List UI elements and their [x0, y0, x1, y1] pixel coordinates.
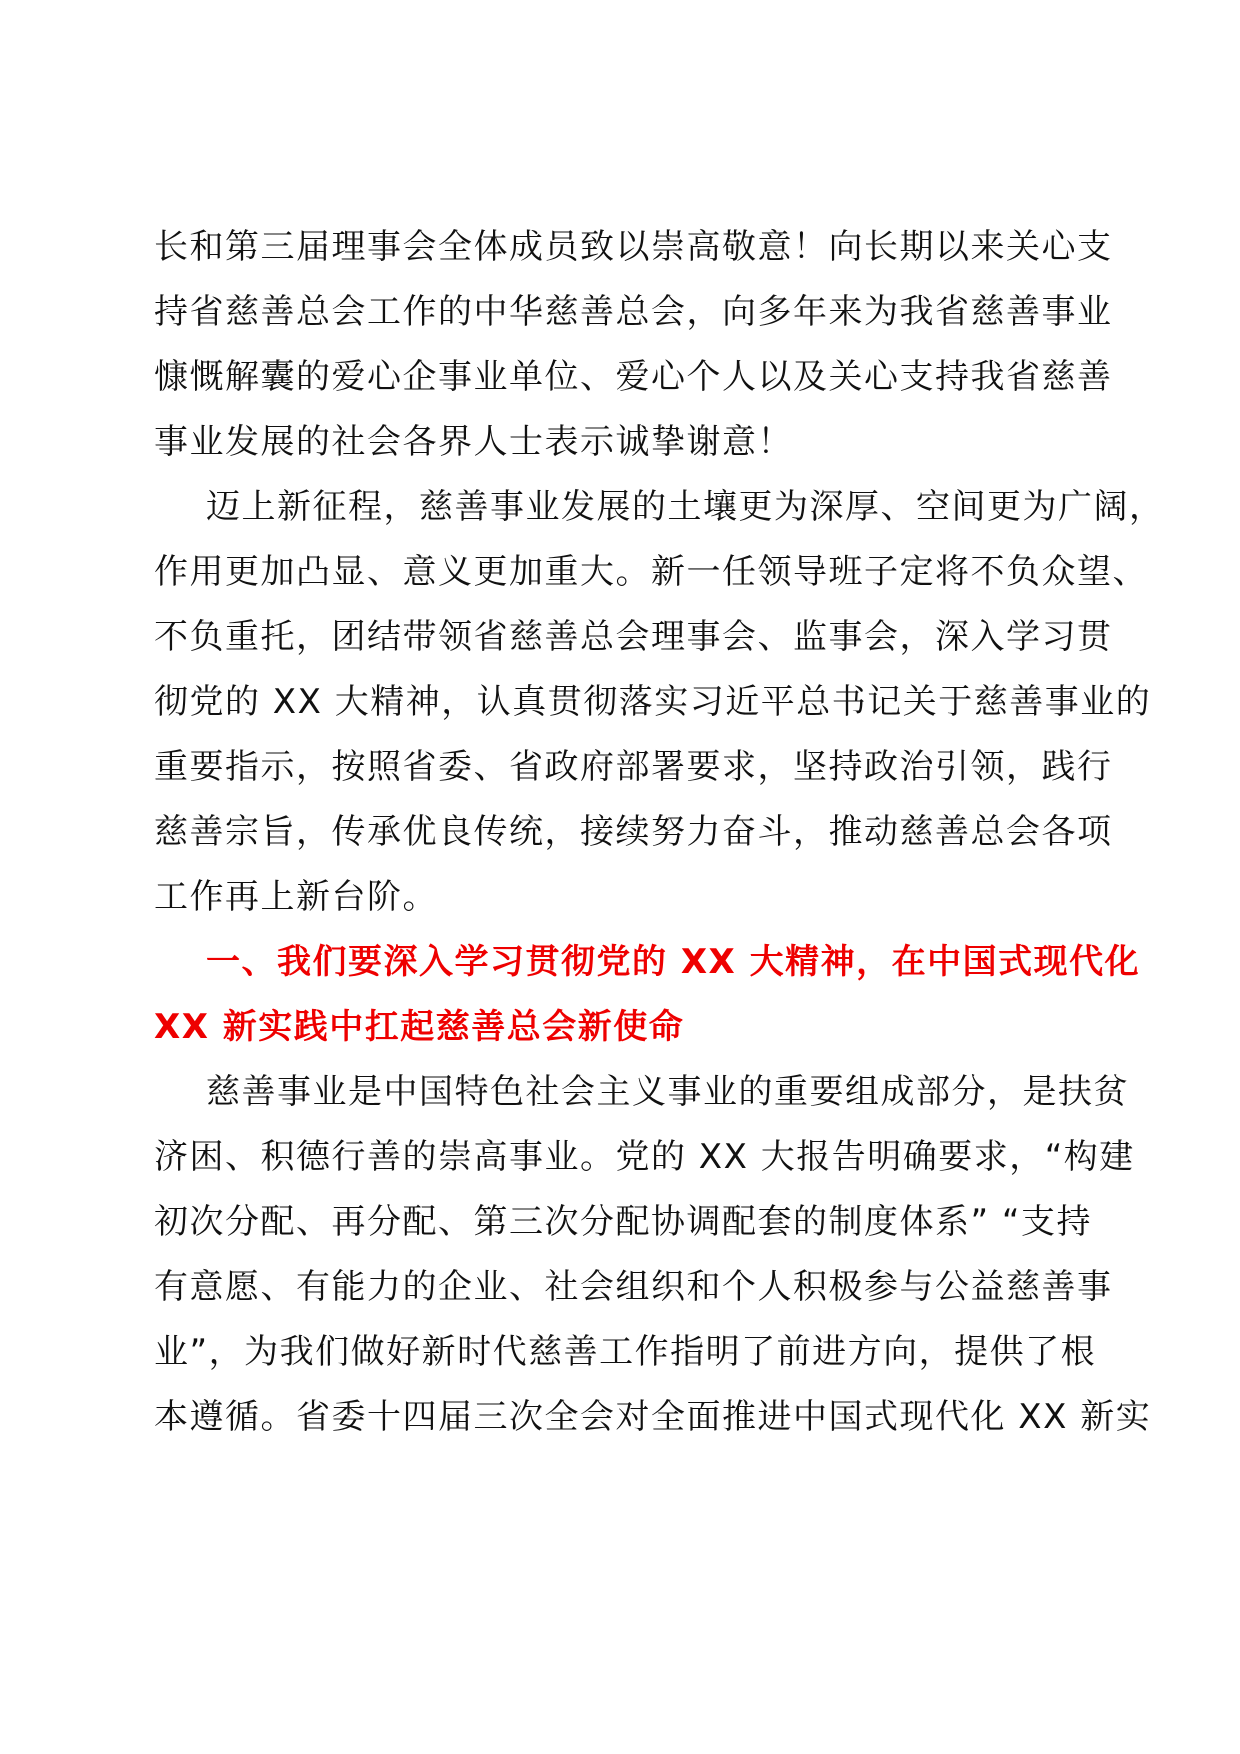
- paragraph-line: 慷慨解囊的爱心企事业单位、爱心个人以及关心支持我省慈善: [154, 357, 1113, 397]
- paragraph-line: 济困、积德行善的崇高事业。党的 XX 大报告明确要求，“构建: [154, 1137, 1135, 1177]
- section-heading-line: XX 新实践中扛起慈善总会新使命: [154, 1007, 685, 1047]
- paragraph-line: 持省慈善总会工作的中华慈善总会，向多年来为我省慈善事业: [154, 292, 1113, 332]
- paragraph-line: 慈善宗旨，传承优良传统，接续努力奋斗，推动慈善总会各项: [154, 812, 1113, 852]
- paragraph-line: 有意愿、有能力的企业、社会组织和个人积极参与公益慈善事: [154, 1267, 1113, 1307]
- paragraph-line: 长和第三届理事会全体成员致以崇高敬意！向长期以来关心支: [154, 227, 1113, 267]
- paragraph-line: 事业发展的社会各界人士表示诚挚谢意！: [154, 422, 793, 462]
- paragraph-line: 彻党的 XX 大精神，认真贯彻落实习近平总书记关于慈善事业的: [154, 682, 1152, 722]
- paragraph-line: 迈上新征程，慈善事业发展的土壤更为深厚、空间更为广阔，: [206, 487, 1165, 527]
- paragraph-line: 重要指示，按照省委、省政府部署要求，坚持政治引领，践行: [154, 747, 1113, 787]
- document-body: [154, 215, 1165, 1450]
- section-heading-line: 一、我们要深入学习贯彻党的 XX 大精神，在中国式现代化: [206, 942, 1141, 982]
- paragraph-line: 本遵循。省委十四届三次全会对全面推进中国式现代化 XX 新实: [154, 1397, 1152, 1437]
- paragraph-line: 业”，为我们做好新时代慈善工作指明了前进方向，提供了根: [154, 1332, 1097, 1372]
- paragraph-line: 慈善事业是中国特色社会主义事业的重要组成部分，是扶贫: [206, 1072, 1129, 1112]
- paragraph-line: 不负重托，团结带领省慈善总会理事会、监事会，深入学习贯: [154, 617, 1113, 657]
- paragraph-line: 作用更加凸显、意义更加重大。新一任领导班子定将不负众望、: [154, 552, 1148, 592]
- paragraph-line: 工作再上新台阶。: [154, 877, 438, 917]
- paragraph-line: 初次分配、再分配、第三次分配协调配套的制度体系” “支持: [154, 1202, 1093, 1242]
